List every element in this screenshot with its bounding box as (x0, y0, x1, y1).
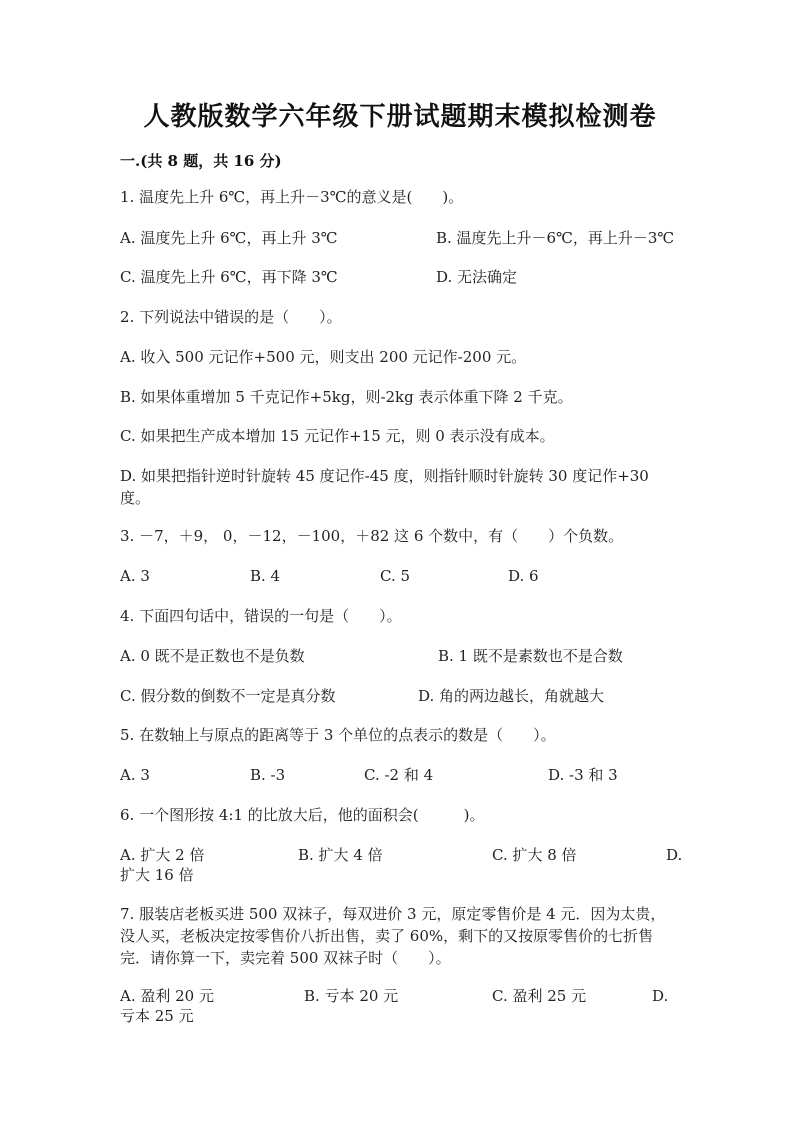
option-d: D. (652, 987, 669, 1005)
option-b: B. 扩大 4 倍 (298, 846, 383, 864)
question-stem: 7. 服装店老板买进 500 双袜子，每双进价 3 元，原定零售价是 4 元．因为太贵，没人买，老板决定按零售价八折出售，卖了 60%，剩下的又按原零售价的七折售完．请你算一下，卖完着 500 双袜子时（ ）。 (120, 905, 666, 967)
option-d-text: 亏本 25 元 (120, 1007, 194, 1025)
option-c: C. 如果把生产成本增加 15 元记作+15 元，则 0 表示没有成本。 (120, 427, 555, 445)
option-a: A. 盈利 20 元 (120, 987, 214, 1005)
option-a: A. 收入 500 元记作+500 元，则支出 200 元记作-200 元。 (120, 348, 527, 366)
option-c: C. 温度先上升 6℃，再下降 3℃ (120, 268, 338, 286)
option-d: D. 6 (508, 567, 539, 585)
option-a: A. 0 既不是正数也不是负数 (120, 647, 305, 665)
question-stem: 6. 一个图形按 4:1 的比放大后，他的面积会( )。 (120, 806, 485, 824)
option-d: D. 无法确定 (436, 268, 518, 286)
option-a: A. 扩大 2 倍 (120, 846, 205, 864)
option-a: A. 3 (120, 766, 150, 784)
section-header: 一.(共 8 题，共 16 分) (120, 152, 282, 170)
option-b: B. 1 既不是素数也不是合数 (438, 647, 623, 665)
option-d-text: 扩大 16 倍 (120, 866, 194, 884)
option-d: D. 如果把指针逆时针旋转 45 度记作-45 度，则指针顺时针旋转 30 度记作+30 度。 (120, 467, 649, 507)
option-b: B. 4 (250, 567, 281, 585)
option-b: B. 亏本 20 元 (304, 987, 399, 1005)
option-c: C. 扩大 8 倍 (492, 846, 577, 864)
option-a: A. 温度先上升 6℃，再上升 3℃ (120, 229, 338, 247)
question-stem: 1. 温度先上升 6℃，再上升－3℃的意义是( )。 (120, 188, 464, 206)
option-c: C. 5 (380, 567, 411, 585)
option-d: D. 角的两边越长，角就越大 (418, 687, 605, 705)
option-b: B. -3 (250, 766, 286, 784)
page-title: 人教版数学六年级下册试题期末模拟检测卷 (143, 102, 657, 132)
question-stem: 2. 下列说法中错误的是（ ）。 (120, 308, 342, 326)
question-stem: 3. －7，＋9， 0，－12，－100，＋82 这 6 个数中，有（ ）个负数。 (120, 527, 624, 545)
question-stem: 4. 下面四句话中，错误的一句是（ ）。 (120, 607, 402, 625)
option-b: B. 如果体重增加 5 千克记作+5kg，则-2kg 表示体重下降 2 千克。 (120, 388, 573, 406)
option-c: C. 假分数的倒数不一定是真分数 (120, 687, 336, 705)
option-b: B. 温度先上升－6℃，再上升－3℃ (436, 229, 675, 247)
option-d: D. -3 和 3 (548, 766, 618, 784)
option-a: A. 3 (120, 567, 150, 585)
option-c: C. 盈利 25 元 (492, 987, 587, 1005)
question-stem: 5. 在数轴上与原点的距离等于 3 个单位的点表示的数是（ ）。 (120, 726, 556, 744)
option-d: D. (666, 846, 683, 864)
option-c: C. -2 和 4 (364, 766, 434, 784)
